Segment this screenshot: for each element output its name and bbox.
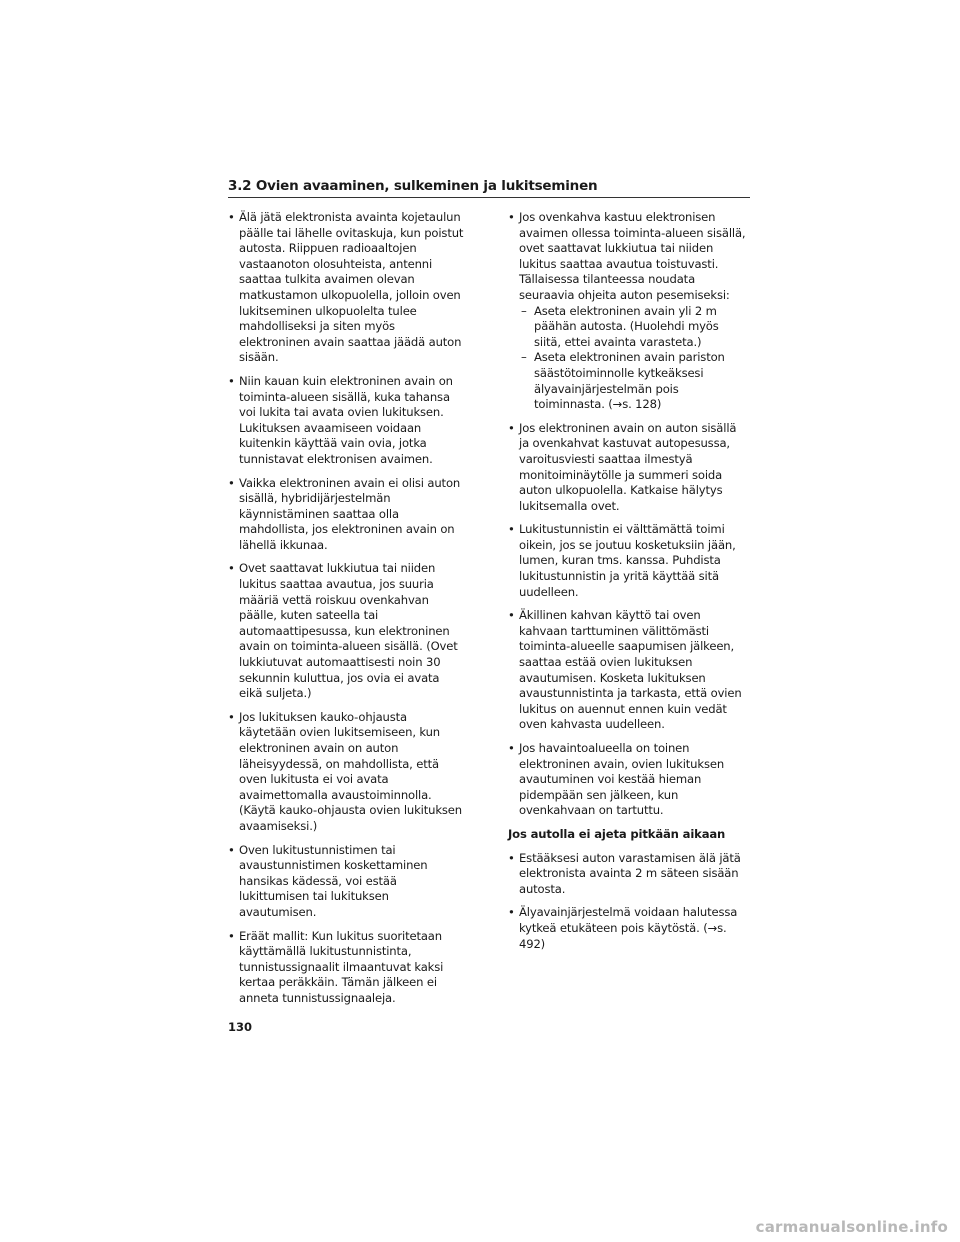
right-column [508,210,746,960]
bullet-item: • Jos lukituksen kauko-ohjausta käytetään ovien lukitsemiseen, kun elektroninen avain on auton läheisyydessä, on mahdollista, että oven lukitusta ei voi avata avaimettomalla avaustoiminnolla. (Käytä kauko-ohjausta ovien lukituksen avaamiseksi.) [228,710,466,835]
page-number: 130 [228,1020,253,1034]
bullet-item: • Älä jätä elektronista avainta kojetaulun päälle tai lähelle ovitaskuja, kun poistut autosta. Riippuen radioaaltojen vastaanoton olosuhteista, antenni saattaa tulkita avaimen olevan matkustamon ulkopuolella, jolloin oven lukitseminen ulkopuolelta tulee mahdolliseksi ja siten myös elektroninen avain saattaa jäädä auton sisään. [228,210,466,366]
bullet-text: • Jos ovenkahva kastuu elektronisen avaimen ollessa toiminta-alueen sisällä, ovet saattavat lukkiutua tai niiden lukitus saattaa avautua toistuvasti. Tällaisessa tilanteessa noudata seuraavia ohjeita auton pesemiseksi: [519,210,746,302]
bullet-item: • Jos elektroninen avain on auton sisällä ja ovenkahvat kastuvat autopesussa, varoitusviesti saattaa ilmestyä monitoiminäytölle ja summeri soida auton ulkopuolella. Katkaise hälytys lukitsemalla ovet. [508,421,746,515]
sub-item [508,350,746,412]
bullet-item: • Älyavainjärjestelmä voidaan halutessa kytkeä etukäteen pois käytöstä. (→s. 492) [508,905,746,952]
sub-item [508,304,746,351]
bullet-item: • Niin kauan kuin elektroninen avain on toiminta-alueen sisällä, kuka tahansa voi lukita tai avata ovien lukituksen. Lukituksen avaamiseen voidaan kuitenkin käyttää vain ovia, jotka tunnistavat elektronisen avaimen. [228,374,466,468]
watermark-link[interactable]: carmanualsonline.info [755,1218,948,1236]
bullet-item: • Vaikka elektroninen avain ei olisi auton sisällä, hybridijärjestelmän käynnistäminen saattaa olla mahdollista, jos elektroninen avain on lähellä ikkunaa. [228,476,466,554]
bullet-item: • Äkillinen kahvan käyttö tai oven kahvaan tarttuminen välittömästi toiminta-alueelle saapumisen jälkeen, saattaa estää ovien lukituksen avautumisen. Kosketa lukituksen avaustunnistinta ja tarkasta, että ovien lukitus on auennut ennen kuin vedät oven kahvasta uudelleen. [508,608,746,733]
dash-marker: – [521,303,527,318]
sub-item-text: Aseta elektroninen avain pariston säästötoiminnolle kytkeäksesi älyavainjärjestelmän pois toiminnasta. (→s. 128) [534,350,725,412]
bullet-item: • Eräät mallit: Kun lukitus suoritetaan käyttämällä lukitustunnistinta, tunnistussignaalit ilmaantuvat kaksi kertaa peräkkäin. Tämän jälkeen ei anneta tunnistussignaaleja. [228,929,466,1007]
sub-item-text: Aseta elektroninen avain yli 2 m päähän autosta. (Huolehdi myös siitä, ettei avainta varasteta.) [534,303,719,349]
bullet-item-with-subitems [508,210,746,413]
bullet-item: • Oven lukitustunnistimen tai avaustunnistimen koskettaminen hansikas kädessä, voi estää lukittumisen tai lukituksen avautumisen. [228,843,466,921]
subsection-heading: Jos autolla ei ajeta pitkään aikaan [508,826,726,841]
bullet-item: • Estääksesi auton varastamisen älä jätä elektronista avainta 2 m säteen sisään autosta. [508,851,746,898]
bullet-item: • Lukitustunnistin ei välttämättä toimi oikein, jos se joutuu kosketuksiin jään, lumen, kuran tms. kanssa. Puhdista lukitustunnistin ja yritä käyttää sitä uudelleen. [508,522,746,600]
bullet-item: • Jos havaintoalueella on toinen elektroninen avain, ovien lukituksen avautuminen voi kestää hieman pidempään sen jälkeen, kun ovenkahvaan on tartuttu. [508,741,746,819]
section-header [228,178,750,198]
bullet-item: • Ovet saattavat lukkiutua tai niiden lukitus saattaa avautua, jos suuria määriä vettä roiskuu ovenkahvan päälle, kuten sateella tai automaattipesussa, kun elektroninen avain on toiminta-alueen sisällä. (Ovet lukkiutuvat automaattisesti noin 30 sekunnin kuluttua, jos ovia ei avata eikä suljeta.) [228,561,466,701]
dash-marker: – [521,350,527,365]
left-column [228,210,466,1015]
section-title-header: 3.2 Ovien avaaminen, sulkeminen ja lukitseminen [228,178,598,194]
